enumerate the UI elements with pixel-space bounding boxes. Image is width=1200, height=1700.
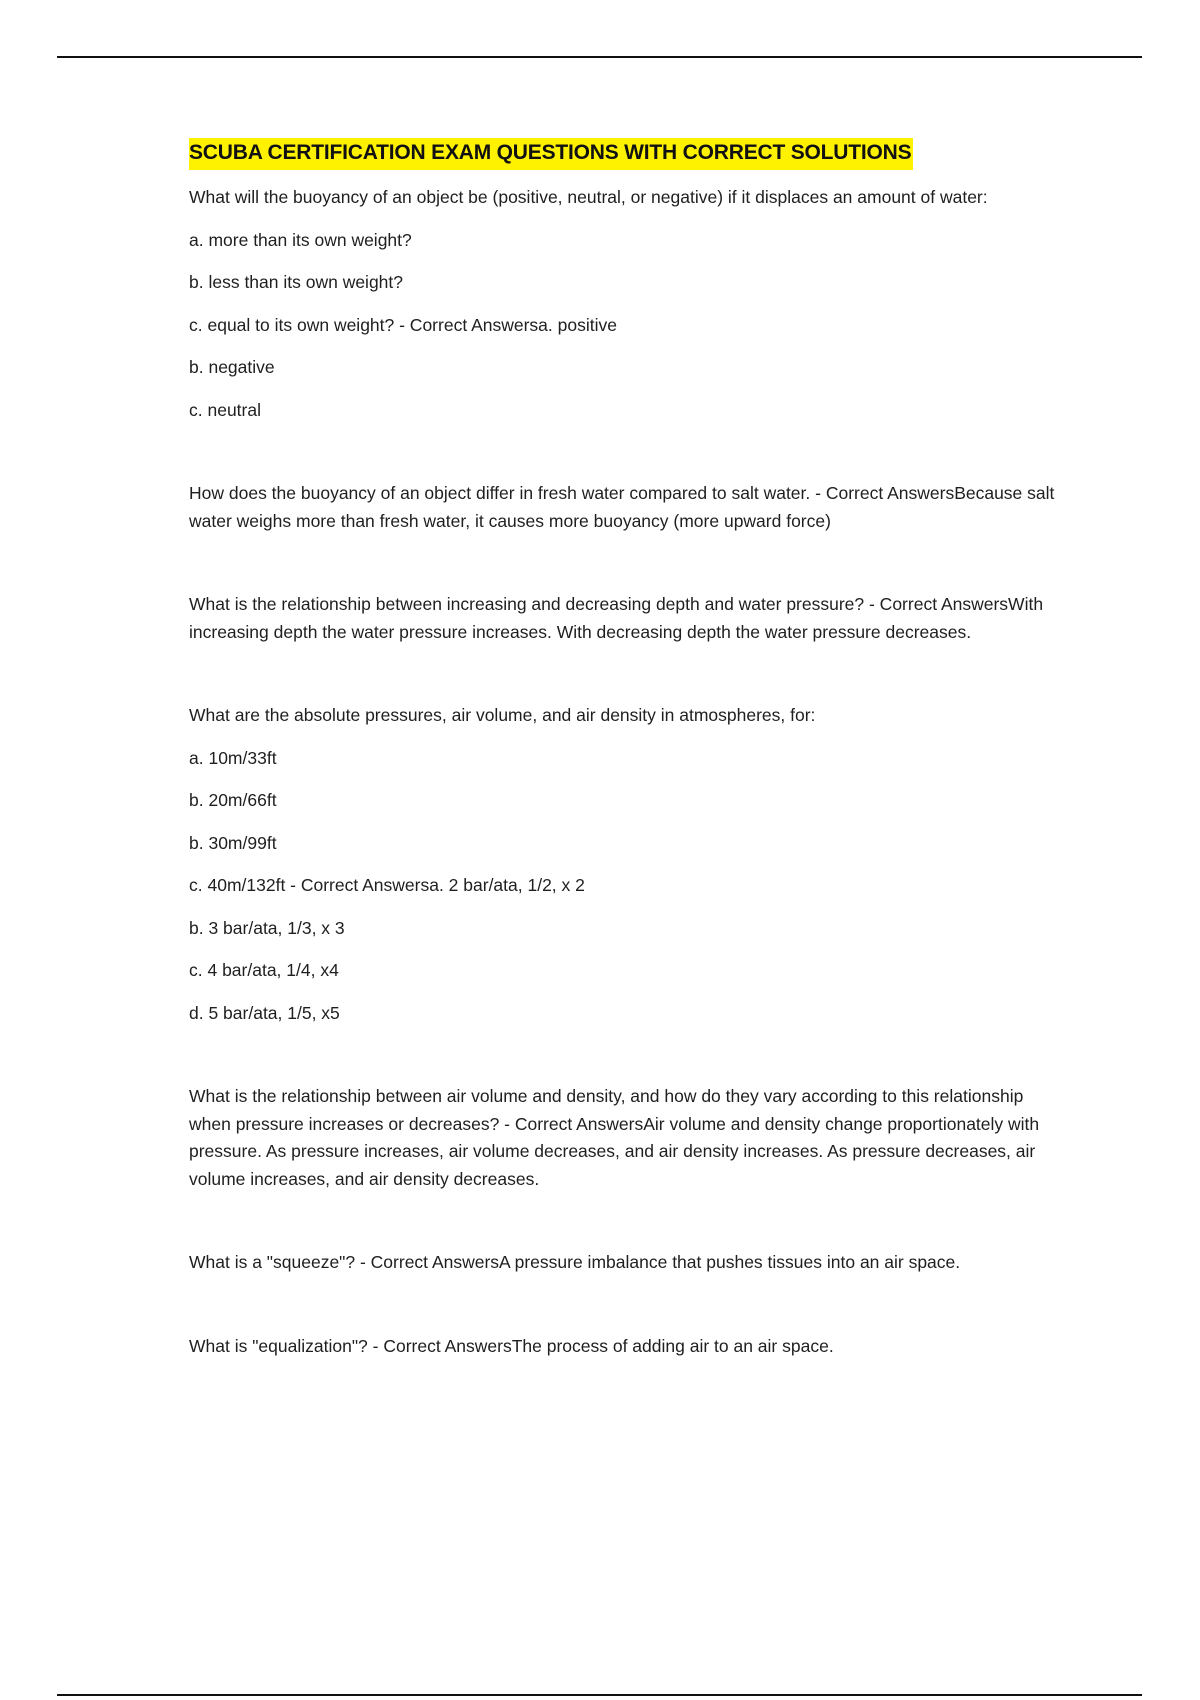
footer-rule <box>57 1694 1142 1696</box>
qa-block-fresh-vs-salt <box>189 480 1069 535</box>
answer-line: d. 5 bar/ata, 1/5, x5 <box>189 1002 340 1023</box>
answer-line: c. 4 bar/ata, 1/4, x4 <box>189 960 339 980</box>
qa-block-buoyancy <box>189 184 1069 424</box>
option-line: b. 30m/99ft <box>189 832 277 853</box>
option-answer-line: c. equal to its own weight? - Correct Answersa. positive <box>189 314 617 335</box>
document-page <box>189 138 1069 1360</box>
qa-block-depth-pressure <box>189 591 1069 646</box>
title-spacer <box>189 170 1069 184</box>
answer-line: c. neutral <box>189 399 261 420</box>
option-line: b. less than its own weight? <box>189 272 404 292</box>
header-rule <box>57 56 1142 58</box>
block-spacer <box>189 1277 1069 1333</box>
question-answer-text: What is the relationship between increasing and decreasing depth and water pressure? - Correct AnswersWith increasing depth the water pressure increases. With decreasing depth the water pressure decreases. <box>189 594 1044 642</box>
qa-block-equalization <box>189 1333 1069 1361</box>
question-answer-text: What is "equalization"? - Correct AnswersThe process of adding air to an air space. <box>189 1335 834 1356</box>
block-spacer <box>189 424 1069 480</box>
qa-block-squeeze <box>189 1249 1069 1277</box>
question-text: What are the absolute pressures, air volume, and air density in atmospheres, for: <box>189 705 816 725</box>
option-line: b. 20m/66ft <box>189 790 277 810</box>
block-spacer <box>189 535 1069 591</box>
answer-line: b. negative <box>189 357 275 377</box>
question-text: What will the buoyancy of an object be (positive, neutral, or negative) if it displaces an amount of water: <box>189 187 988 207</box>
option-line: a. 10m/33ft <box>189 747 277 768</box>
question-answer-text: What is a "squeeze"? - Correct AnswersA pressure imbalance that pushes tissues into an air space. <box>189 1252 961 1272</box>
qa-block-absolute-pressures <box>189 702 1069 1027</box>
option-line: a. more than its own weight? <box>189 229 412 250</box>
option-answer-line: c. 40m/132ft - Correct Answersa. 2 bar/ata, 1/2, x 2 <box>189 875 585 895</box>
answer-line: b. 3 bar/ata, 1/3, x 3 <box>189 917 345 938</box>
document-title: SCUBA CERTIFICATION EXAM QUESTIONS WITH CORRECT SOLUTIONS <box>189 138 913 170</box>
question-answer-text: How does the buoyancy of an object differ in fresh water compared to salt water. - Correct AnswersBecause salt water weighs more than fresh water, it causes more buoyancy (more upward force) <box>189 483 1055 531</box>
block-spacer <box>189 646 1069 702</box>
block-spacer <box>189 1193 1069 1249</box>
qa-block-volume-density <box>189 1083 1069 1193</box>
question-answer-text: What is the relationship between air volume and density, and how do they vary according to this relationship when pressure increases or decreases? - Correct AnswersAir volume and density change proportionately with pressure. As pressure increases, air volume decreases, and air density increases. As pressure decreases, air volume increases, and air density decreases. <box>189 1086 1040 1189</box>
block-spacer <box>189 1027 1069 1083</box>
